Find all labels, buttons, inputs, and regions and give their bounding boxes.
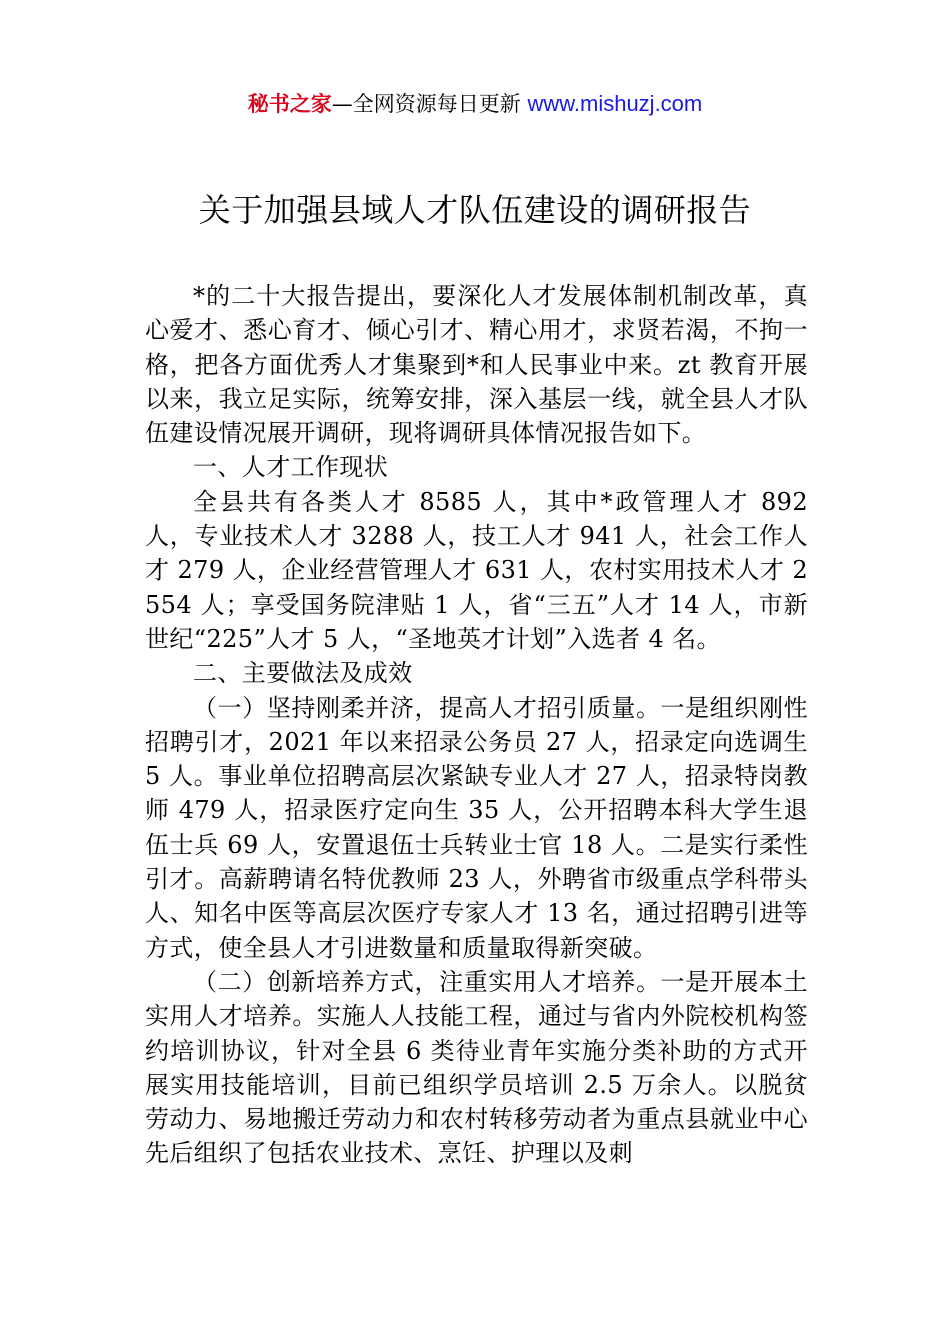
- site-header: [0, 88, 950, 120]
- document-body: [145, 279, 808, 1171]
- site-url[interactable]: www.mishuzj.com: [527, 91, 703, 116]
- site-slogan: —全网资源每日更新: [331, 92, 528, 116]
- paragraph-intro: *的二十大报告提出，要深化人才发展体制机制改革，真心爱才、悉心育才、倾心引才、精心用才，求贤若渴，不拘一格，把各方面优秀人才集聚到*和人民事业中来。zt 教育开展以来，我立足实际，统筹安排，深入基层一线，就全县人才队伍建设情况展开调研，现将调研具体情况报告如下。: [145, 282, 808, 448]
- paragraph-status: 全县共有各类人才 8585 人，其中*政管理人才 892 人，专业技术人才 3288 人，技工人才 941 人，社会工作人才 279 人，企业经营管理人才 631 人，农村实用技术人才 2554 人；享受国务院津贴 1 人，省“三五”人才 14 人，市新世纪“225”人才 5 人，“圣地英才计划”入选者 4 名。: [145, 487, 808, 653]
- paragraph-recruitment: （一）坚持刚柔并济，提高人才招引质量。一是组织刚性招聘引才，2021 年以来招录公务员 27 人，招录定向选调生 5 人。事业单位招聘高层次紧缺专业人才 27 人，招录特岗教师 479 人，招录医疗定向生 35 人，公开招聘本科大学生退伍士兵 69 人，安置退伍士兵转业士官 18 人。二是实行柔性引才。高薪聘请名特优教师 23 人，外聘省市级重点学科带头人、知名中医等高层次医疗专家人才 13 名，通过招聘引进等方式，使全县人才引进数量和质量取得新突破。: [145, 693, 808, 962]
- site-brand: 秘书之家: [247, 92, 332, 116]
- section-heading-2: 二、主要做法及成效: [193, 659, 413, 688]
- paragraph-training: （二）创新培养方式，注重实用人才培养。一是开展本土实用人才培养。实施人人技能工程，通过与省内外院校机构签约培训协议，针对全县 6 类待业青年实施分类补助的方式开展实用技能培训，目前已组织学员培训 2.5 万余人。以脱贫劳动力、易地搬迁劳动力和农村转移劳动者为重点县就业中心先后组织了包括农业技术、烹饪、护理以及刺: [145, 967, 808, 1168]
- section-heading-1: 一、人才工作现状: [193, 453, 389, 482]
- document-title: 关于加强县域人才队伍建设的调研报告: [198, 191, 752, 229]
